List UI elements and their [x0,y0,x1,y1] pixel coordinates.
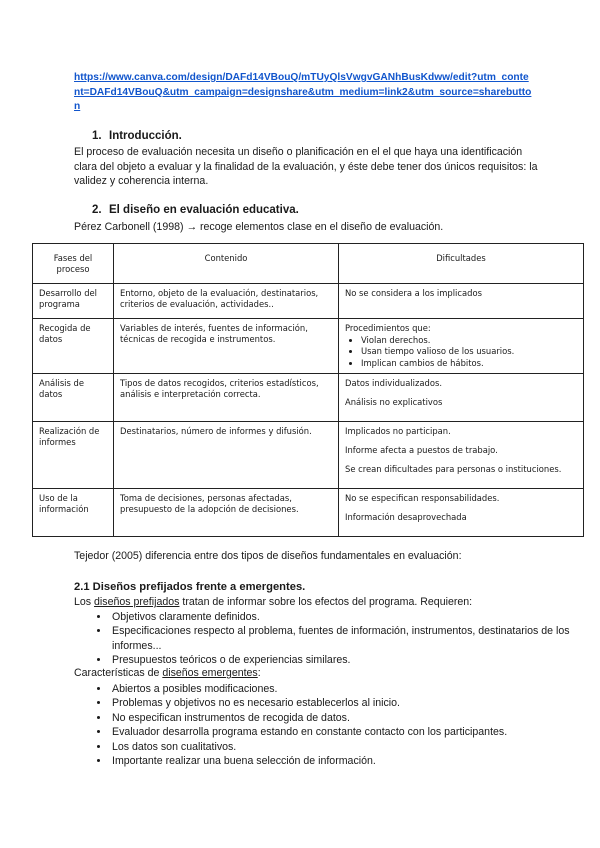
cell-dificultades [339,489,584,537]
header-fases: Fases del proceso [33,244,114,284]
emergentes-term: diseños emergentes [162,667,258,679]
emergentes-intro [74,667,261,679]
cell-contenido: Tipos de datos recogidos, criterios estadísticos, análisis e interpretación correcta. [114,374,339,422]
section-1-heading [92,130,182,142]
list-item: • Implican cambios de hábitos. [361,358,577,369]
table-row [33,374,584,422]
prefijados-intro [74,595,472,609]
header-dificultades: Dificultades [339,244,584,284]
dificultad-text: Información desaprovechada [345,512,467,523]
table-header-row [33,244,584,284]
cell-dificultades [339,284,584,319]
cell-dificultades [339,374,584,422]
table-row [33,489,584,537]
cell-contenido: Entorno, objeto de la evaluación, destinatarios, criterios de evaluación, actividades.. [114,284,339,319]
cell-contenido: Toma de decisiones, personas afectadas, presupuesto de la adopción de decisiones. [114,489,339,537]
list-item: • Violan derechos. [361,335,577,346]
list-item: • Presupuestos teóricos o de experiencias similares. [110,653,570,667]
cell-contenido: Variables de interés, fuentes de información, técnicas de recogida e instrumentos. [114,319,339,374]
cell-fase: Recogida de datos [33,319,114,374]
table-row [33,319,584,374]
cell-fase: Realización de informes [33,422,114,489]
evaluation-design-table [32,243,584,537]
dificultad-text: Se crean dificultades para personas o instituciones. [345,464,562,475]
dificultad-text: Datos individualizados. [345,378,442,388]
list-item: • No especifican instrumentos de recogida de datos. [110,711,580,725]
section-1-title: Introducción. [109,130,182,142]
list-item: • Objetivos claramente definidos. [110,610,570,624]
canva-link[interactable]: https://www.canva.com/design/DAFd14VBouQ/mTUyQlsVwgvGANhBusKdww/edit?utm_content=DAFd14VBouQ&utm_campaign=designshare&utm_medium=link2&utm_source=sharebutton [74,72,532,113]
cell-dificultades [339,319,584,374]
dificultad-list [345,335,577,369]
table-row [33,284,584,319]
dificultad-text: Análisis no explicativos [345,397,443,408]
section-1-number: 1. [92,130,102,142]
section-2-number: 2. [92,204,102,216]
header-contenido: Contenido [114,244,339,284]
prefijados-pre: Los [74,596,95,608]
dificultad-text: No se considera a los implicados [345,288,482,298]
list-item: • Usan tiempo valioso de los usuarios. [361,346,577,357]
table-row [33,422,584,489]
dificultad-text: Implicados no participan. [345,426,451,436]
tejedor-paragraph: Tejedor (2005) diferencia entre dos tipos de diseños fundamentales en evaluación: [74,550,462,562]
section-1-paragraph: El proceso de evaluación necesita un diseño o planificación en el el que haya una identificación clara del objeto a evaluar y la finalidad de la evaluación, y éste debe tener dos únicos requisitos: la validez y coherencia interna. [74,146,538,187]
dificultad-text: No se especifican responsabilidades. [345,493,500,503]
cell-fase: Desarrollo del programa [33,284,114,319]
list-item: • Abiertos a posibles modificaciones. [110,682,580,696]
cell-dificultades [339,422,584,489]
section-2-heading [92,204,299,216]
list-item: • Problemas y objetivos no es necesario establecerlos al inicio. [110,696,580,710]
section-2-title: El diseño en evaluación educativa. [109,204,299,216]
cell-fase: Análisis de datos [33,374,114,422]
list-item: • Especificaciones respecto al problema, fuentes de información, instrumentos, destinatarios de los informes... [110,624,570,653]
emergentes-list [74,682,580,768]
emergentes-post: : [257,667,261,679]
list-item: • Importante realizar una buena selección de información. [110,754,580,768]
prefijados-post: tratan de informar sobre los efectos del programa. Requieren: [179,596,473,608]
cell-contenido: Destinatarios, número de informes y difusión. [114,422,339,489]
section-2-1-heading: 2.1 Diseños prefijados frente a emergentes. [74,581,306,593]
dificultad-text: Informe afecta a puestos de trabajo. [345,445,498,456]
dificultad-text: Procedimientos que: [345,323,431,333]
list-item: • Los datos son cualitativos. [110,740,580,754]
section-2-paragraph: Pérez Carbonell (1998) → recoge elementos clase en el diseño de evaluación. [74,221,444,233]
prefijados-list [74,610,570,668]
emergentes-pre: Características de [74,667,163,679]
prefijados-term: diseños prefijados [94,596,180,608]
list-item: • Evaluador desarrolla programa estando en constante contacto con los participantes. [110,725,580,739]
cell-fase: Uso de la información [33,489,114,537]
